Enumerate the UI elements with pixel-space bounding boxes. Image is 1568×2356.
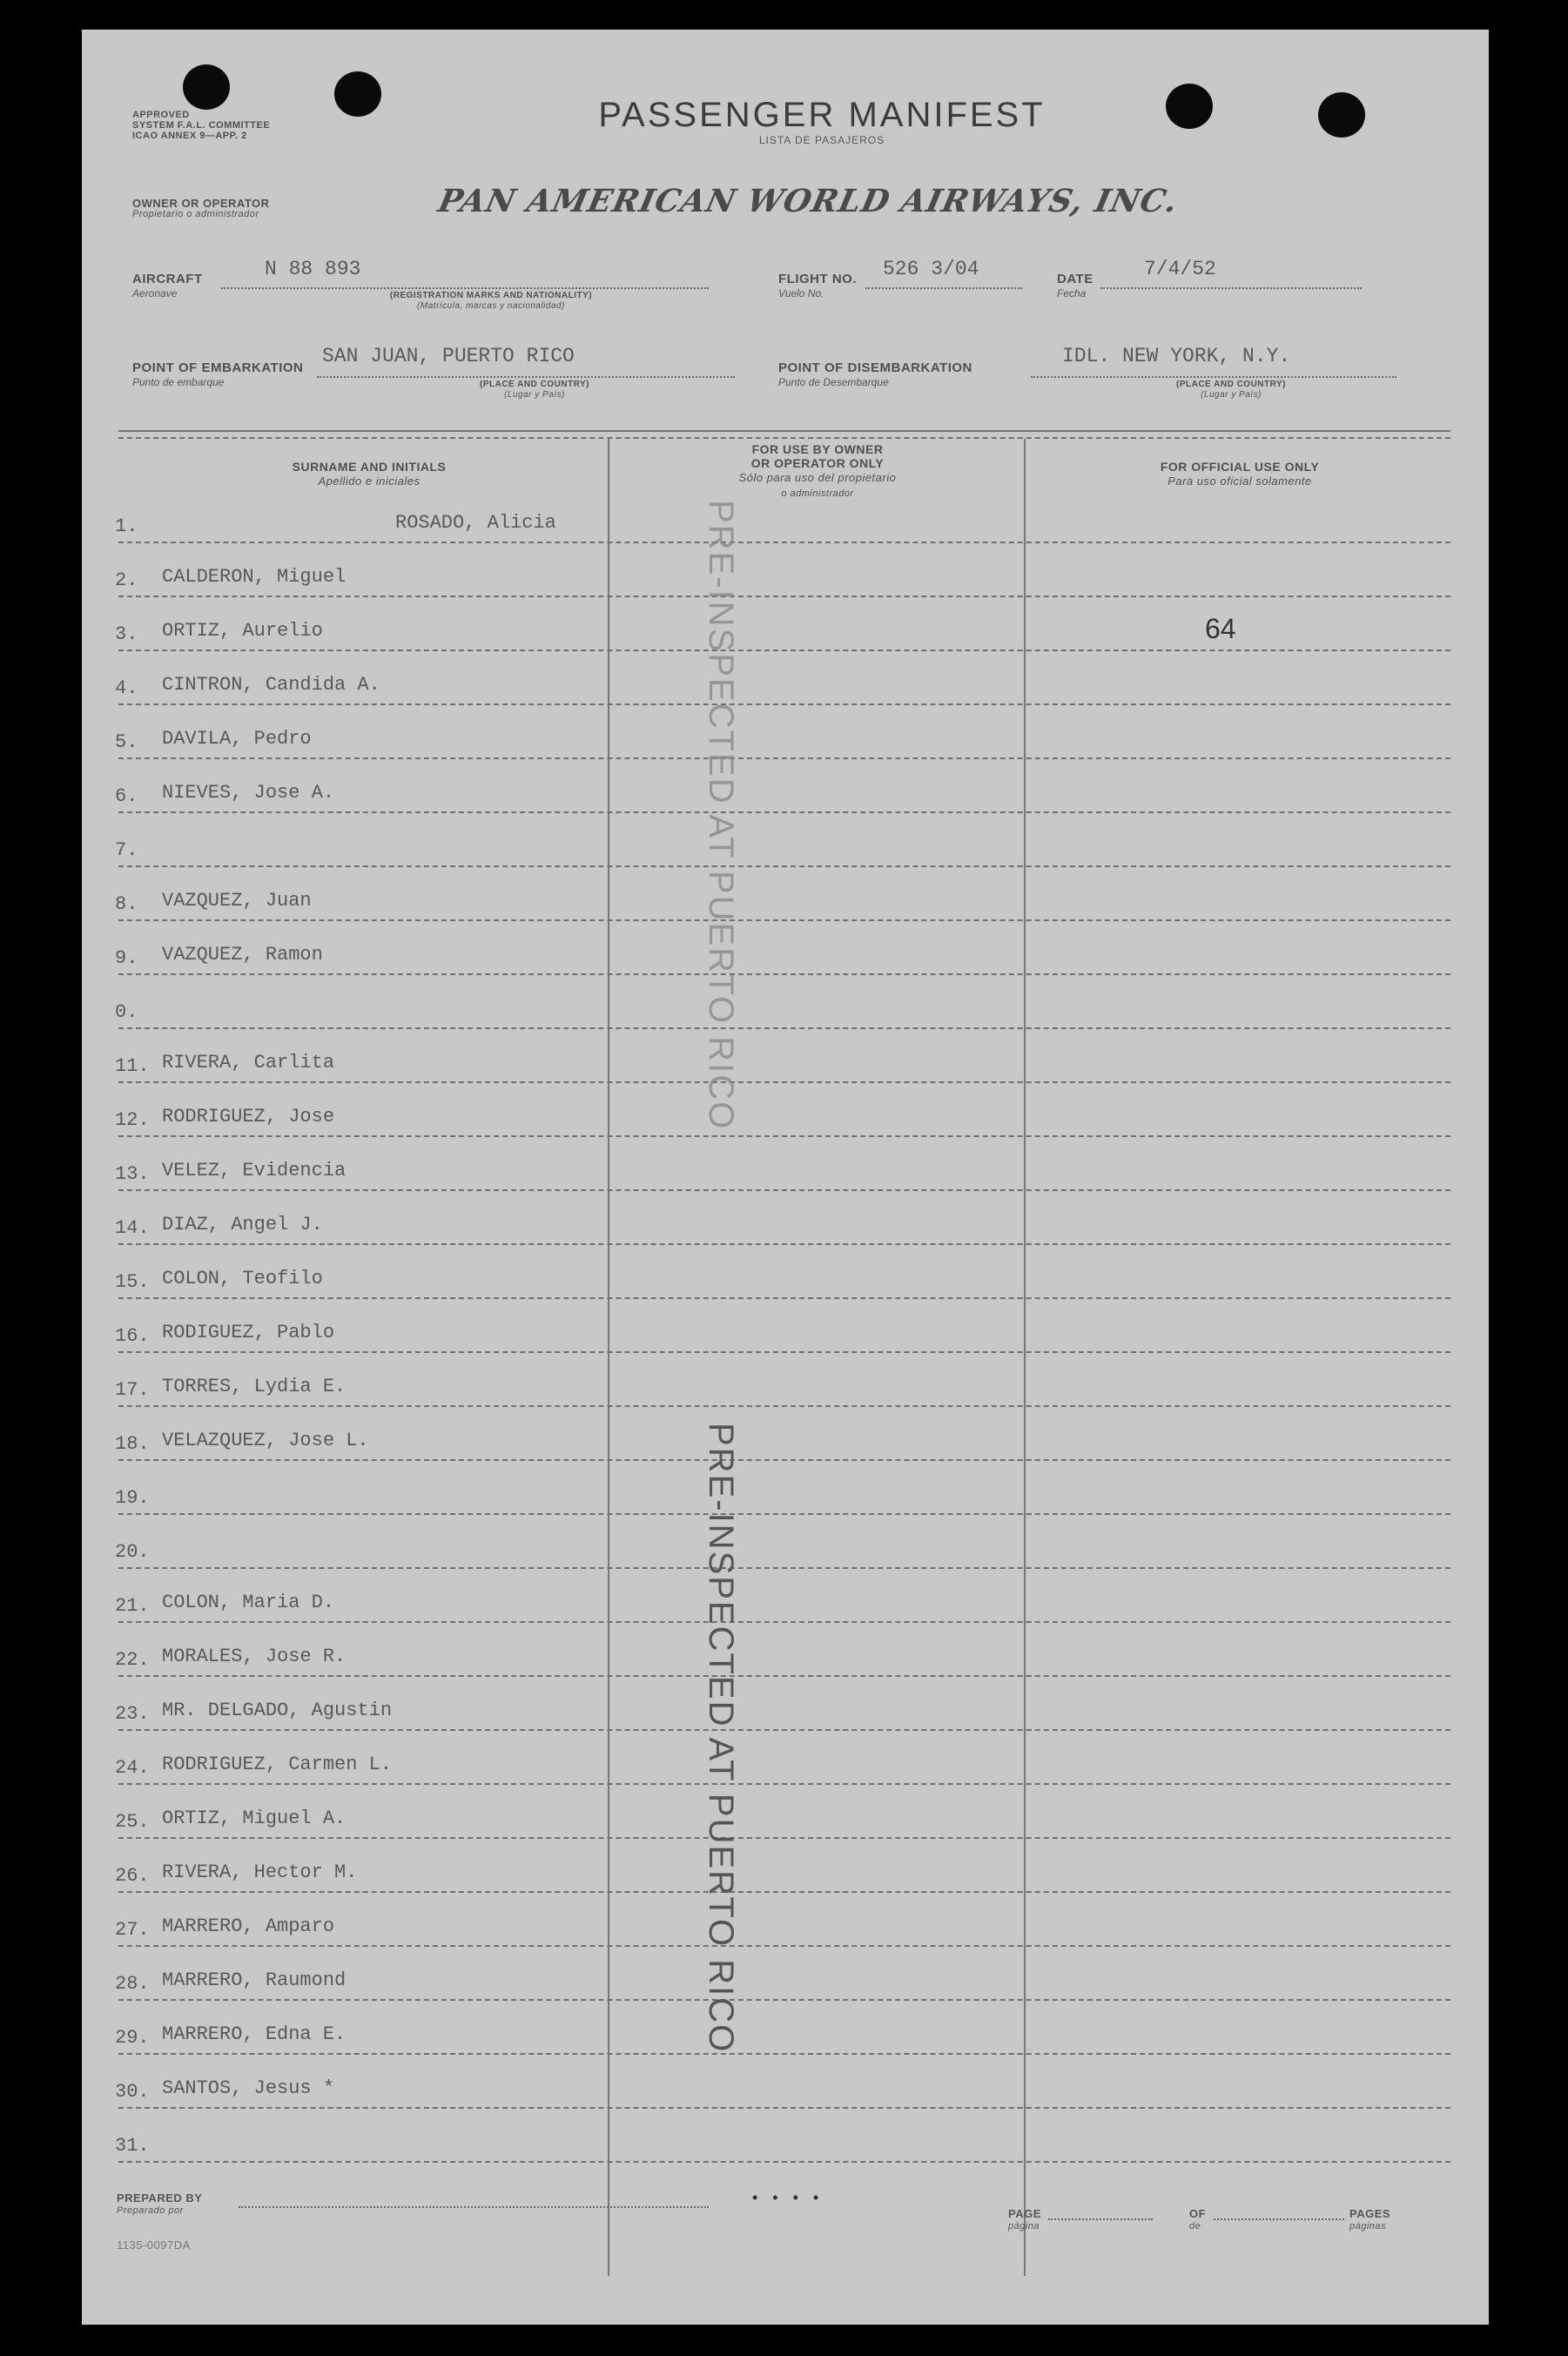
passenger-name: RODIGUEZ, Pablo: [162, 1322, 335, 1343]
row-rule: [118, 1297, 1450, 1299]
passenger-name: RIVERA, Hector M.: [162, 1861, 358, 1883]
row-number: 8.: [115, 893, 138, 915]
row-number: 12.: [115, 1109, 150, 1131]
row-number: 16.: [115, 1325, 150, 1347]
of-label: OF de: [1189, 2207, 1207, 2231]
page-title-spanish: LISTA DE PASAJEROS: [758, 134, 885, 146]
disembarkation-line: [1031, 376, 1396, 378]
row-rule: [118, 1351, 1450, 1353]
passenger-name: MR. DELGADO, Agustin: [162, 1700, 393, 1721]
date-value: 7/4/52: [1144, 258, 1216, 280]
disembarkation-value: IDL. NEW YORK, N.Y.: [1062, 345, 1291, 367]
of-line: [1214, 2218, 1344, 2220]
official-use-column-header: FOR OFFICIAL USE ONLY Para uso oficial solamente: [1160, 460, 1320, 488]
operator-name: PAN AMERICAN WORLD AIRWAYS, INC.: [434, 183, 1182, 219]
row-rule: [118, 1027, 1450, 1029]
passenger-name: SANTOS, Jesus *: [162, 2077, 335, 2099]
row-number: 25.: [115, 1811, 150, 1833]
row-rule: [118, 1405, 1450, 1407]
row-number: 28.: [115, 1973, 150, 1995]
row-rule: [118, 2107, 1450, 2109]
ink-marks: • • • •: [752, 2189, 824, 2206]
prepared-by-line: [239, 2206, 709, 2208]
aircraft-label: AIRCRAFT: [132, 272, 203, 286]
row-number: 11.: [115, 1055, 150, 1077]
punch-hole: [334, 71, 381, 117]
passenger-name: DAVILA, Pedro: [162, 728, 312, 750]
passenger-name: MORALES, Jose R.: [162, 1646, 347, 1667]
disembarkation-caption: (PLACE AND COUNTRY) (Lugar y País): [1176, 380, 1286, 400]
row-number: 19.: [115, 1487, 150, 1509]
passenger-name: COLON, Teofilo: [162, 1268, 323, 1289]
row-number: 6.: [115, 785, 138, 807]
row-rule: [118, 1189, 1450, 1191]
embarkation-label-es: Punto de embarque: [132, 376, 225, 388]
row-number: 24.: [115, 1757, 150, 1779]
flight-value: 526 3/04: [883, 258, 979, 280]
row-number: 1.: [115, 515, 138, 537]
row-rule: [118, 703, 1450, 705]
row-number: 31.: [115, 2135, 150, 2157]
passenger-name: VAZQUEZ, Juan: [162, 890, 312, 912]
row-number: 15.: [115, 1271, 150, 1293]
row-rule: [118, 865, 1450, 867]
passenger-name: COLON, Maria D.: [162, 1592, 335, 1613]
row-rule: [118, 1891, 1450, 1893]
row-rule: [118, 2053, 1450, 2055]
embarkation-line: [317, 376, 735, 378]
row-number: 0.: [115, 1001, 138, 1023]
row-rule: [118, 1567, 1450, 1569]
row-number: 9.: [115, 947, 138, 969]
row-number: 22.: [115, 1649, 150, 1671]
row-rule: [118, 1783, 1450, 1785]
passenger-name: CALDERON, Miguel: [162, 566, 347, 588]
disembarkation-label-es: Punto de Desembarque: [778, 376, 889, 388]
passenger-name: CINTRON, Candida A.: [162, 674, 380, 696]
passenger-name: MARRERO, Edna E.: [162, 2023, 347, 2045]
disembarkation-label: POINT OF DISEMBARKATION: [778, 360, 972, 375]
row-number: 3.: [115, 623, 138, 645]
row-number: 17.: [115, 1379, 150, 1401]
row-number: 13.: [115, 1163, 150, 1185]
embarkation-caption: (PLACE AND COUNTRY) (Lugar y País): [480, 380, 589, 400]
surname-column-header: SURNAME AND INITIALS Apellido e iniciales: [292, 460, 447, 488]
table-top-rule: [118, 430, 1450, 432]
flight-label-es: Vuelo No.: [778, 287, 824, 300]
form-number: 1135-0097DA: [117, 2238, 191, 2252]
passenger-name: NIEVES, Jose A.: [162, 782, 335, 804]
row-number: 29.: [115, 2027, 150, 2049]
aircraft-line: [221, 287, 709, 289]
embarkation-value: SAN JUAN, PUERTO RICO: [322, 345, 575, 367]
pages-label: PAGES páginas: [1349, 2207, 1391, 2231]
row-number: 7.: [115, 839, 138, 861]
passenger-name: DIAZ, Angel J.: [162, 1214, 323, 1235]
date-label: DATE: [1057, 272, 1094, 286]
manifest-sheet: [82, 30, 1489, 2325]
row-rule: [118, 1459, 1450, 1461]
official-note: 64: [1205, 613, 1236, 644]
row-rule: [118, 1675, 1450, 1677]
page-label: PAGE página: [1008, 2207, 1041, 2231]
passenger-name: ORTIZ, Miguel A.: [162, 1807, 347, 1829]
owner-label: OWNER OR OPERATOR Propietario o administrador: [132, 197, 270, 219]
pre-inspected-stamp: PRE-INSPECTED AT PUERTO RICO: [702, 500, 740, 1131]
passenger-name: MARRERO, Raumond: [162, 1969, 347, 1991]
flight-label: FLIGHT NO.: [778, 272, 857, 286]
row-number: 18.: [115, 1433, 150, 1455]
passenger-name: MARRERO, Amparo: [162, 1915, 335, 1937]
row-number: 2.: [115, 569, 138, 591]
row-rule: [118, 1621, 1450, 1623]
passenger-name: RODRIGUEZ, Carmen L.: [162, 1754, 393, 1775]
row-rule: [118, 811, 1450, 813]
row-rule: [118, 1135, 1450, 1137]
passenger-name: TORRES, Lydia E.: [162, 1376, 347, 1397]
aircraft-label-es: Aeronave: [132, 287, 178, 300]
approval-text: APPROVED SYSTEM F.A.L. COMMITTEE ICAO ANNEX 9—APP. 2: [132, 110, 271, 141]
row-number: 20.: [115, 1541, 150, 1563]
date-label-es: Fecha: [1057, 287, 1087, 300]
row-rule: [118, 542, 1450, 543]
row-number: 27.: [115, 1919, 150, 1941]
passenger-name: ORTIZ, Aurelio: [162, 620, 323, 642]
row-rule: [118, 596, 1450, 597]
row-number: 26.: [115, 1865, 150, 1887]
row-number: 4.: [115, 677, 138, 699]
flight-line: [865, 287, 1022, 289]
embarkation-label: POINT OF EMBARKATION: [132, 360, 304, 375]
passenger-name: VELEZ, Evidencia: [162, 1160, 347, 1181]
prepared-by-label: PREPARED BY Preparado por: [117, 2191, 203, 2216]
row-rule: [118, 1999, 1450, 2001]
row-rule: [118, 1837, 1450, 1839]
row-rule: [118, 1243, 1450, 1245]
row-rule: [118, 1513, 1450, 1515]
page-title: PASSENGER MANIFEST: [598, 96, 1046, 134]
passenger-name: VELAZQUEZ, Jose L.: [162, 1430, 369, 1451]
row-rule: [118, 973, 1450, 975]
row-number: 14.: [115, 1217, 150, 1239]
row-rule: [118, 919, 1450, 921]
row-rule: [118, 1081, 1450, 1083]
aircraft-value: N 88 893: [265, 258, 361, 280]
row-rule: [118, 1729, 1450, 1731]
row-rule: [118, 757, 1450, 759]
passenger-name: RIVERA, Carlita: [162, 1052, 335, 1074]
date-line: [1100, 287, 1362, 289]
row-rule: [118, 650, 1450, 651]
passenger-name: VAZQUEZ, Ramon: [162, 944, 323, 966]
row-rule: [118, 2161, 1450, 2163]
row-number: 21.: [115, 1595, 150, 1617]
pre-inspected-stamp: PRE-INSPECTED AT PUERTO RICO: [702, 1423, 740, 2054]
table-top-rule-2: [118, 437, 1450, 439]
page-line: [1048, 2218, 1153, 2220]
punch-hole: [183, 64, 230, 110]
punch-hole: [1166, 84, 1213, 129]
passenger-name: ROSADO, Alicia: [395, 512, 556, 534]
registration-caption: (REGISTRATION MARKS AND NATIONALITY) (Matrícula, marcas y nacionalidad): [389, 291, 593, 311]
owner-use-column-header: FOR USE BY OWNER OR OPERATOR ONLY Sólo para uso del propietario o administrador: [738, 442, 897, 499]
row-rule: [118, 1945, 1450, 1947]
row-number: 5.: [115, 731, 138, 753]
punch-hole: [1318, 92, 1365, 138]
passenger-name: RODRIGUEZ, Jose: [162, 1106, 335, 1128]
row-number: 23.: [115, 1703, 150, 1725]
row-number: 30.: [115, 2081, 150, 2103]
